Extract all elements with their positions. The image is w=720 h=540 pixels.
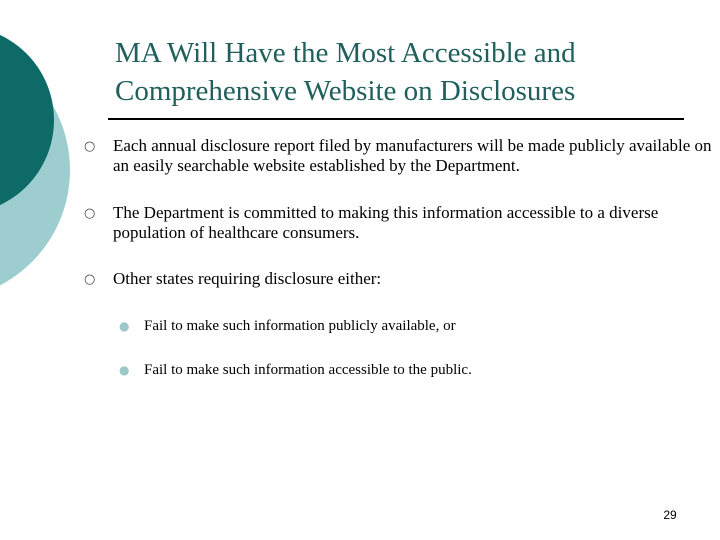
- sub-bullet-text: Fail to make such information publicly available, or: [144, 318, 456, 334]
- hollow-circle-icon: ○: [84, 139, 96, 154]
- sub-bullet-text: Fail to make such information accessible to the public.: [144, 362, 472, 378]
- slide-title: MA Will Have the Most Accessible and Comprehensive Website on Disclosures: [115, 37, 576, 107]
- page-number: 29: [663, 508, 677, 522]
- title-divider: [108, 118, 684, 120]
- decorative-circles: [0, 0, 120, 300]
- hollow-circle-icon: ○: [84, 272, 96, 287]
- filled-circle-icon: ●: [119, 363, 130, 377]
- filled-circle-icon: ●: [119, 319, 130, 333]
- bullet-text: Each annual disclosure report filed by manufacturers will be made publicly available on an easily searchable website established by the Department.: [113, 136, 712, 175]
- bullet-text: The Department is committed to making this information accessible to a diverse population of healthcare consumers.: [113, 203, 659, 242]
- bullet-text: Other states requiring disclosure either:: [113, 269, 382, 288]
- hollow-circle-icon: ○: [84, 206, 96, 221]
